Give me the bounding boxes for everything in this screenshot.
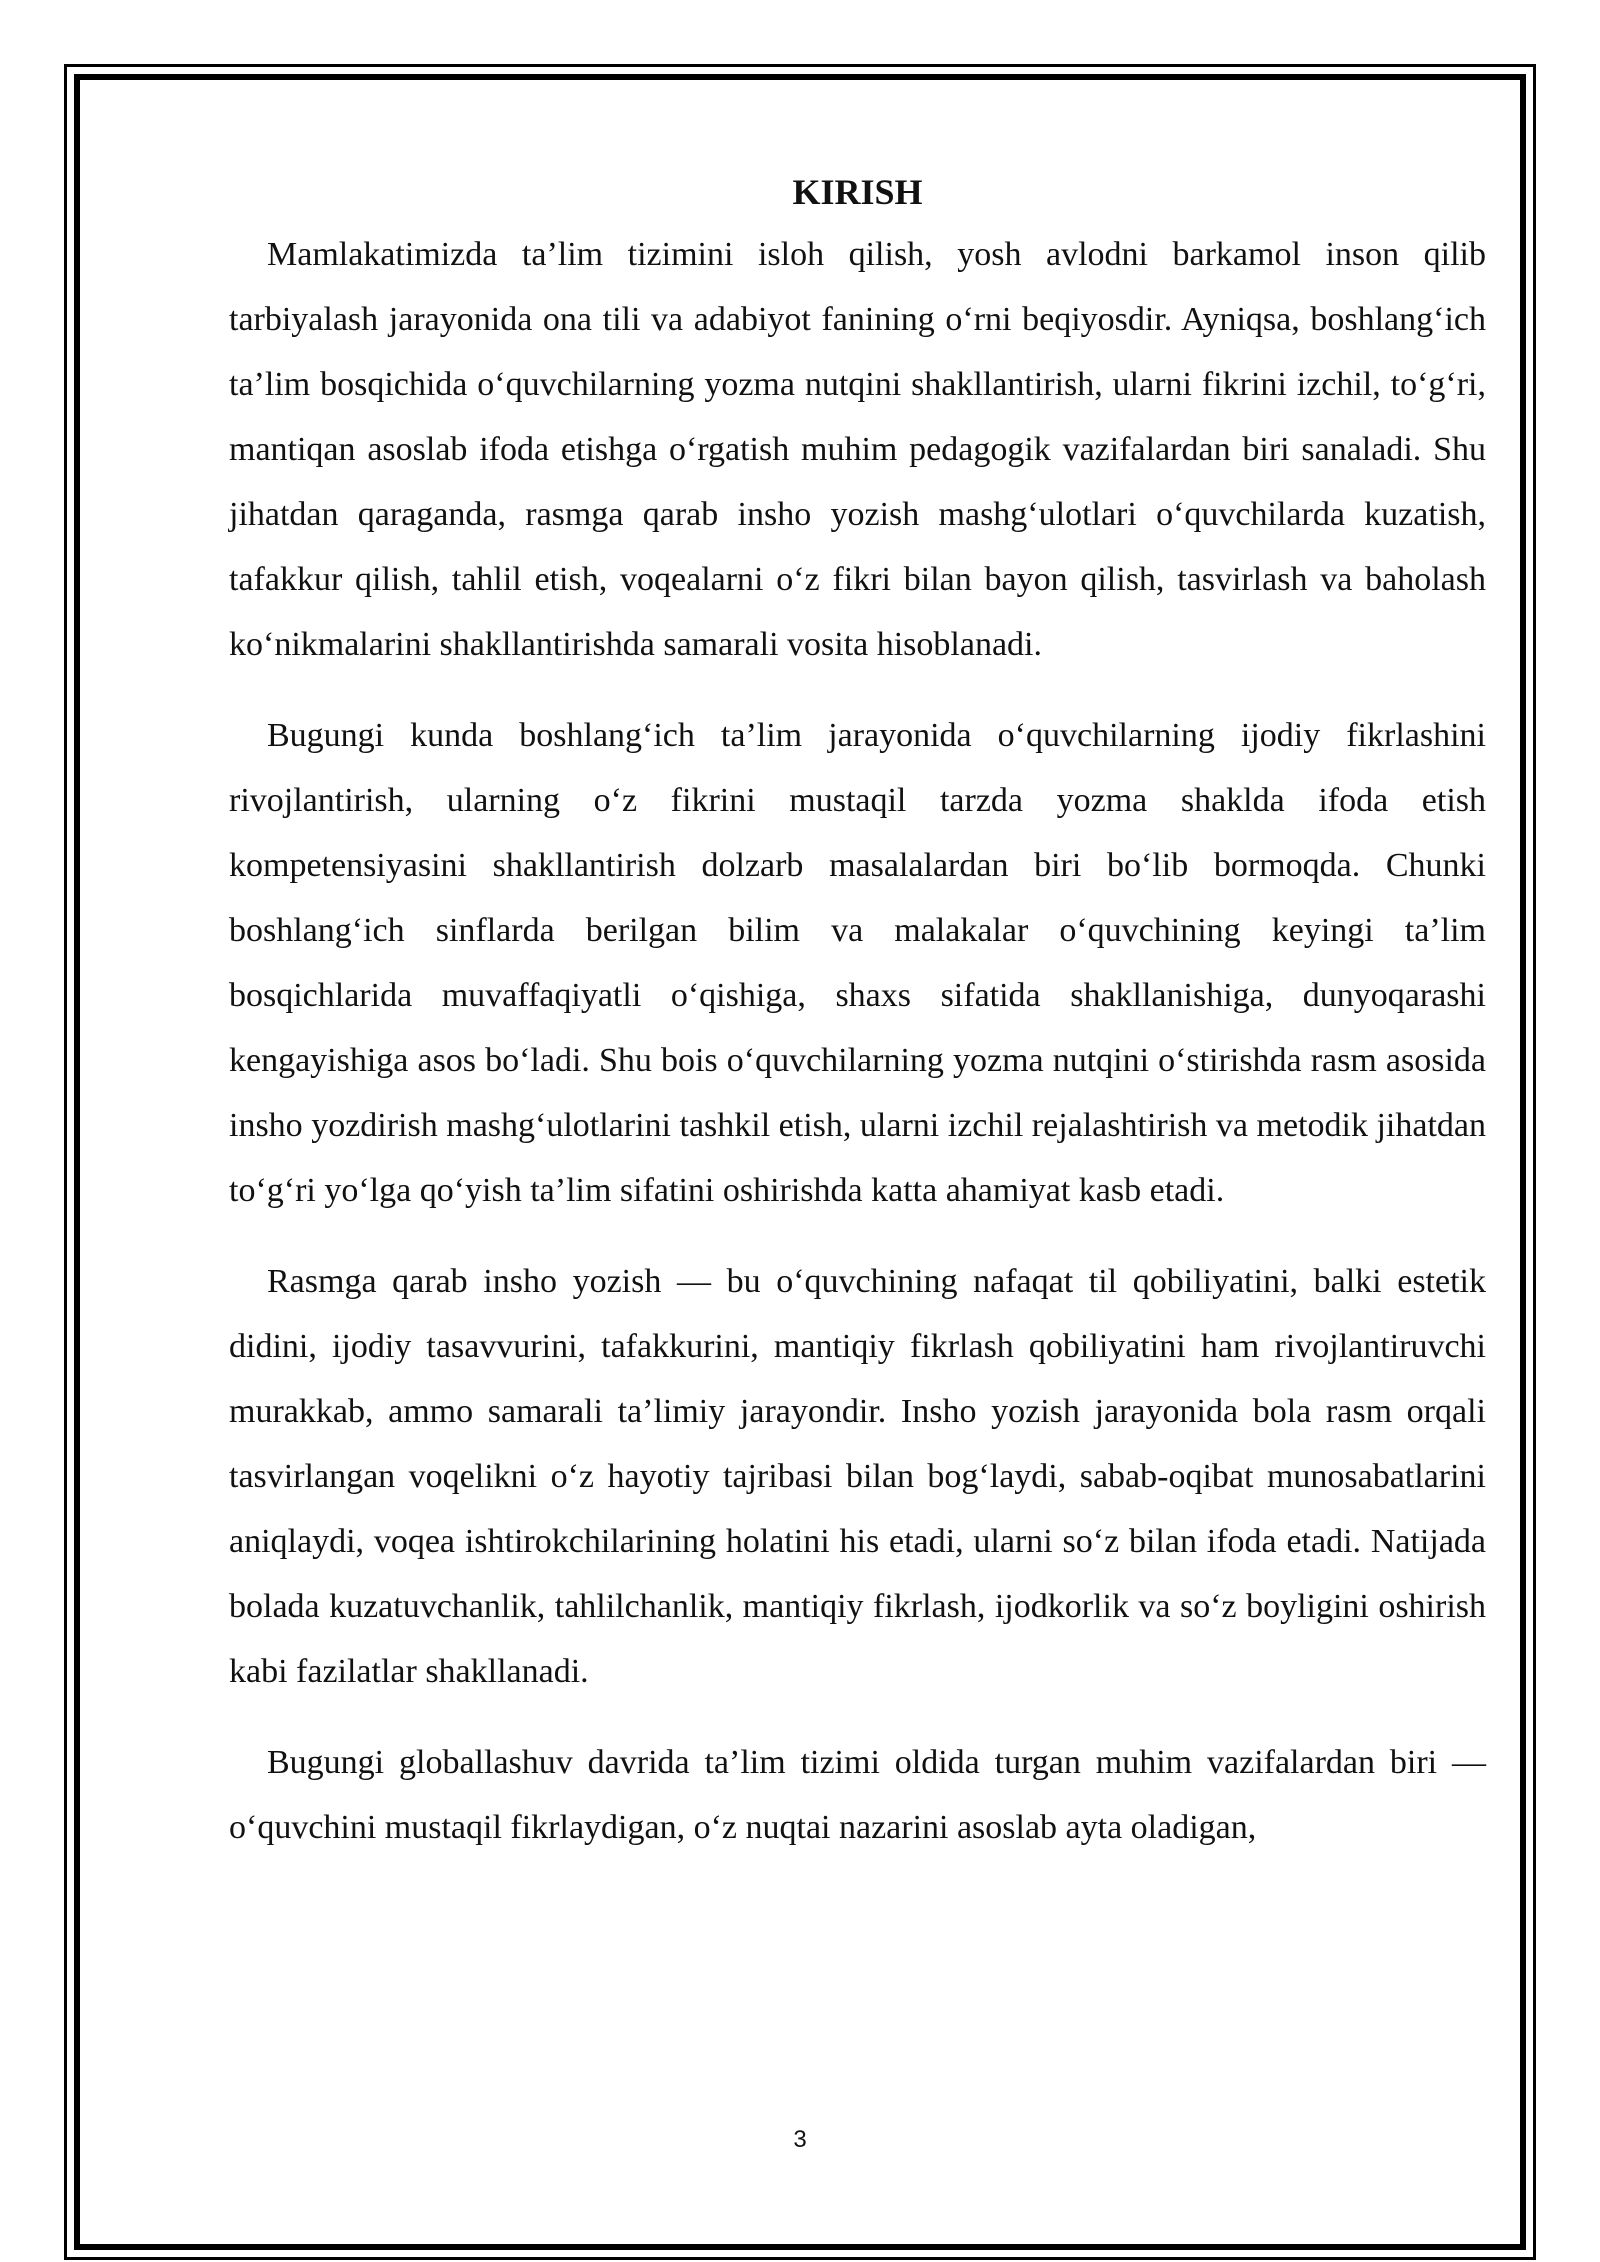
document-body [229, 168, 1486, 1886]
paragraph-1: Mamlakatimizda ta’lim tizimini isloh qilish, yosh avlodni barkamol inson qilib tarbiyalash jarayonida ona tili va adabiyot fanining o‘rni beqiyosdir. Ayniqsa, boshlang‘ich ta’lim bosqichida o‘quvchilarning yozma nutqini shakllantirish, ularni fikrini izchil, to‘g‘ri, mantiqan asoslab ifoda etishga o‘rgatish muhim pedagogik vazifalardan biri sanaladi. Shu jihatdan qaraganda, rasmga qarab insho yozish mashg‘ulotlari o‘quvchilarda kuzatish, tafakkur qilish, tahlil etish, voqealarni o‘z fikri bilan bayon qilish, tasvirlash va baholash ko‘nikmalarini shakllantirishda samarali vosita hisoblanadi. [229, 236, 1486, 663]
page-number: 3 [793, 2126, 807, 2153]
paragraph-4: Bugungi globallashuv davrida ta’lim tizimi oldida turgan muhim vazifalardan biri — o‘quvchini mustaqil fikrlaydigan, o‘z nuqtai nazarini asoslab ayta oladigan, [229, 1744, 1486, 1846]
page-title: KIRISH [792, 172, 923, 212]
paragraph-2: Bugungi kunda boshlang‘ich ta’lim jarayonida o‘quvchilarning ijodiy fikrlashini rivojlantirish, ularning o‘z fikrini mustaqil tarzda yozma shaklda ifoda etish kompetensiyasini shakllantirish dolzarb masalalardan biri bo‘lib bormoqda. Chunki boshlang‘ich sinflarda berilgan bilim va malakalar o‘quvchining keyingi ta’lim bosqichlarida muvaffaqiyatli o‘qishiga, shaxs sifatida shakllanishiga, dunyoqarashi kengayishiga asos bo‘ladi. Shu bois o‘quvchilarning yozma nutqini o‘stirishda rasm asosida insho yozdirish mashg‘ulotlarini tashkil etish, ularni izchil rejalashtirish va metodik jihatdan to‘g‘ri yo‘lga qo‘yish ta’lim sifatini oshirishda katta ahamiyat kasb etadi. [229, 717, 1486, 1209]
paragraph-3: Rasmga qarab insho yozish — bu o‘quvchining nafaqat til qobiliyatini, balki estetik didini, ijodiy tasavvurini, tafakkurini, mantiqiy fikrlash qobiliyatini ham rivojlantiruvchi murakkab, ammo samarali ta’limiy jarayondir. Insho yozish jarayonida bola rasm orqali tasvirlangan voqelikni o‘z hayotiy tajribasi bilan bog‘laydi, sabab-oqibat munosabatlarini aniqlaydi, voqea ishtirokchilarining holatini his etadi, ularni so‘z bilan ifoda etadi. Natijada bolada kuzatuvchanlik, tahlilchanlik, mantiqiy fikrlash, ijodkorlik va so‘z boyligini oshirish kabi fazilatlar shakllanadi. [229, 1263, 1486, 1690]
